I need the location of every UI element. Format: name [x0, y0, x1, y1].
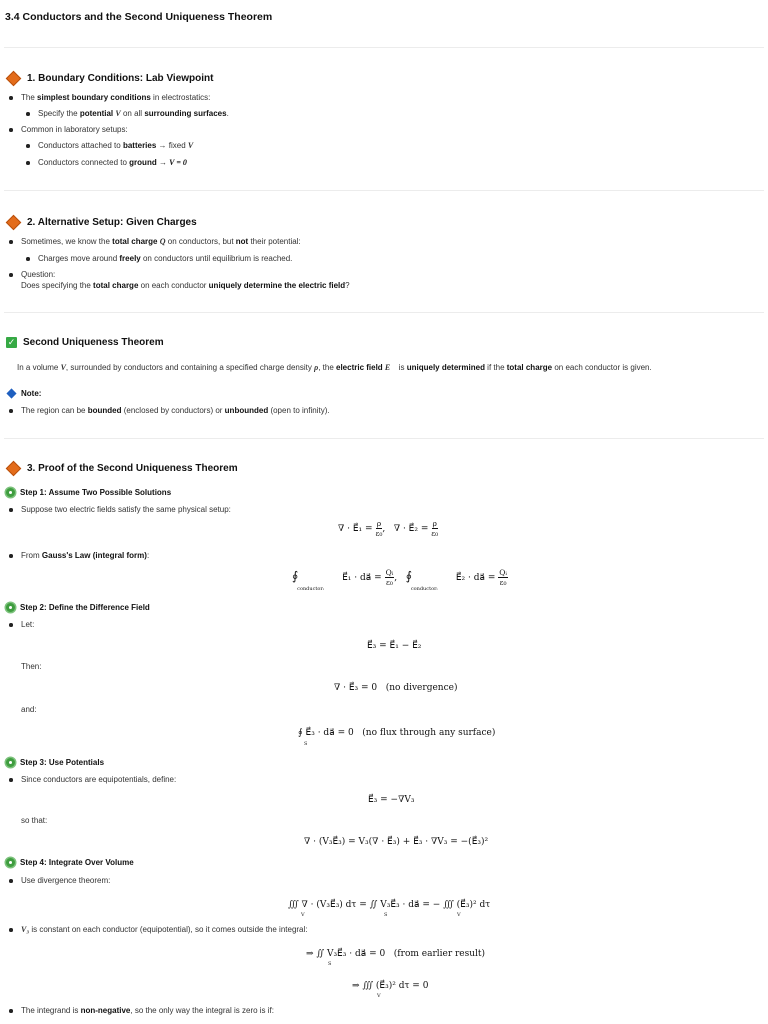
- list-item: Conductors connected to ground → V = 0: [38, 158, 187, 167]
- note-label: Note:: [6, 389, 41, 398]
- orange-diamond-icon: [6, 461, 22, 477]
- list-item: V₃ is constant on each conductor (equipotential), so it comes outside the integral:: [21, 925, 308, 934]
- and-text: and:: [21, 705, 37, 714]
- volume-subscript: V: [457, 912, 461, 918]
- surface-subscript: S: [328, 961, 332, 967]
- divider: [4, 47, 764, 48]
- list-item: The region can be bounded (enclosed by conductors) or unbounded (open to infinity).: [21, 406, 330, 415]
- equation-no-flux: ∮ E⃗₃ · da⃗ = 0 (no flux through any surface): [298, 728, 496, 738]
- orange-diamond-icon: [6, 71, 22, 87]
- list-item: The integrand is non-negative, so the only way the integral is zero is if:: [21, 1006, 274, 1015]
- list-item: Use divergence theorem:: [21, 876, 111, 885]
- list-item: Common in laboratory setups:: [21, 125, 128, 134]
- step-4-heading: Step 4: Integrate Over Volume: [6, 858, 134, 867]
- list-item: Conductors attached to batteries → fixed V: [38, 141, 194, 150]
- gear-icon: [6, 603, 15, 612]
- step-3-heading: Step 3: Use Potentials: [6, 758, 104, 767]
- equation-surface-zero: ⇒ ∬ V₃E⃗₃ · da⃗ = 0 (from earlier result): [306, 949, 486, 959]
- theorem-heading: ✓ Second Uniqueness Theorem: [7, 337, 164, 348]
- list-item: The simplest boundary conditions in electrostatics:: [21, 93, 211, 102]
- section-1-heading: 1. Boundary Conditions: Lab Viewpoint: [6, 73, 213, 84]
- equation-volume-zero: ⇒ ∭ (E⃗₃)² dτ = 0: [352, 981, 429, 991]
- surface-subscript: S: [384, 912, 388, 918]
- equation-no-divergence: ∇ · E⃗₃ = 0 (no divergence): [334, 683, 458, 693]
- surface-subscript: S: [304, 741, 308, 747]
- equation-potential: E⃗₃ = −∇V₃: [368, 795, 415, 805]
- list-item: Since conductors are equipotentials, define:: [21, 775, 177, 784]
- section-3-heading: 3. Proof of the Second Uniqueness Theorem: [6, 463, 238, 474]
- divider: [4, 438, 764, 439]
- list-item: Suppose two electric fields satisfy the same physical setup:: [21, 505, 231, 514]
- equation-divergence-theorem: ∭ ∇ · (V₃E⃗₃) dτ = ∬ V₃E⃗₃ · da⃗ = − ∭ (E⃗₃)² dτ: [288, 900, 491, 910]
- divider: [4, 312, 764, 313]
- list-item: Question:: [21, 270, 56, 279]
- question-text: Does specifying the total charge on each conductor uniquely determine the electric field?: [21, 281, 350, 290]
- divider: [4, 190, 764, 191]
- equation-divergence-e1-e2: ∇ · E⃗₁ = $\frac{\rho}{\text{ε₀}}$ , ∇ · E⃗₂ = $\frac{\rho}{\text{ε₀}}$: [338, 519, 439, 538]
- section-2-heading: 2. Alternative Setup: Given Charges: [6, 217, 197, 228]
- gear-icon: [6, 858, 15, 867]
- page-title: 3.4 Conductors and the Second Uniqueness Theorem: [5, 11, 273, 23]
- then-text: Then:: [21, 662, 42, 671]
- gear-icon: [6, 758, 15, 767]
- list-item: From Gauss's Law (integral form):: [21, 551, 150, 560]
- list-item: Specify the potential V on all surrounding surfaces.: [38, 109, 229, 118]
- volume-subscript: V: [301, 912, 305, 918]
- equation-gauss-integral: ∮ $_{conductorᵢ}$ E⃗₁ · da⃗ = $\frac{\text{Qᵢ}}{\text{ε₀}}$ , ∮ $_{conductorᵢ}$ E⃗₂ · da⃗ = $\frac{\text{Qᵢ}}{\text{ε₀}}$: [292, 568, 507, 592]
- orange-diamond-icon: [6, 215, 22, 231]
- list-item: Let:: [21, 620, 35, 629]
- step-2-heading: Step 2: Define the Difference Field: [6, 603, 150, 612]
- check-icon: ✓: [7, 337, 16, 347]
- so-that-text: so that:: [21, 816, 48, 825]
- volume-subscript: V: [377, 993, 381, 999]
- theorem-statement: In a volume V, surrounded by conductors and containing a specified charge density ρ, the electric field E⃗ is uniquely determined if the total charge on each conductor is given.: [17, 363, 652, 372]
- equation-difference-field: E⃗₃ = E⃗₁ − E⃗₂: [367, 641, 422, 651]
- list-item: Sometimes, we know the total charge Q on conductors, but not their potential:: [21, 237, 301, 246]
- gear-icon: [6, 488, 15, 497]
- list-item: Charges move around freely on conductors until equilibrium is reached.: [38, 254, 293, 263]
- equation-product-rule: ∇ · (V₃E⃗₃) = V₃(∇ · E⃗₃) + E⃗₃ · ∇V₃ = −(E⃗₃)²: [304, 837, 489, 847]
- step-1-heading: Step 1: Assume Two Possible Solutions: [6, 488, 171, 497]
- blue-diamond-icon: [7, 389, 17, 399]
